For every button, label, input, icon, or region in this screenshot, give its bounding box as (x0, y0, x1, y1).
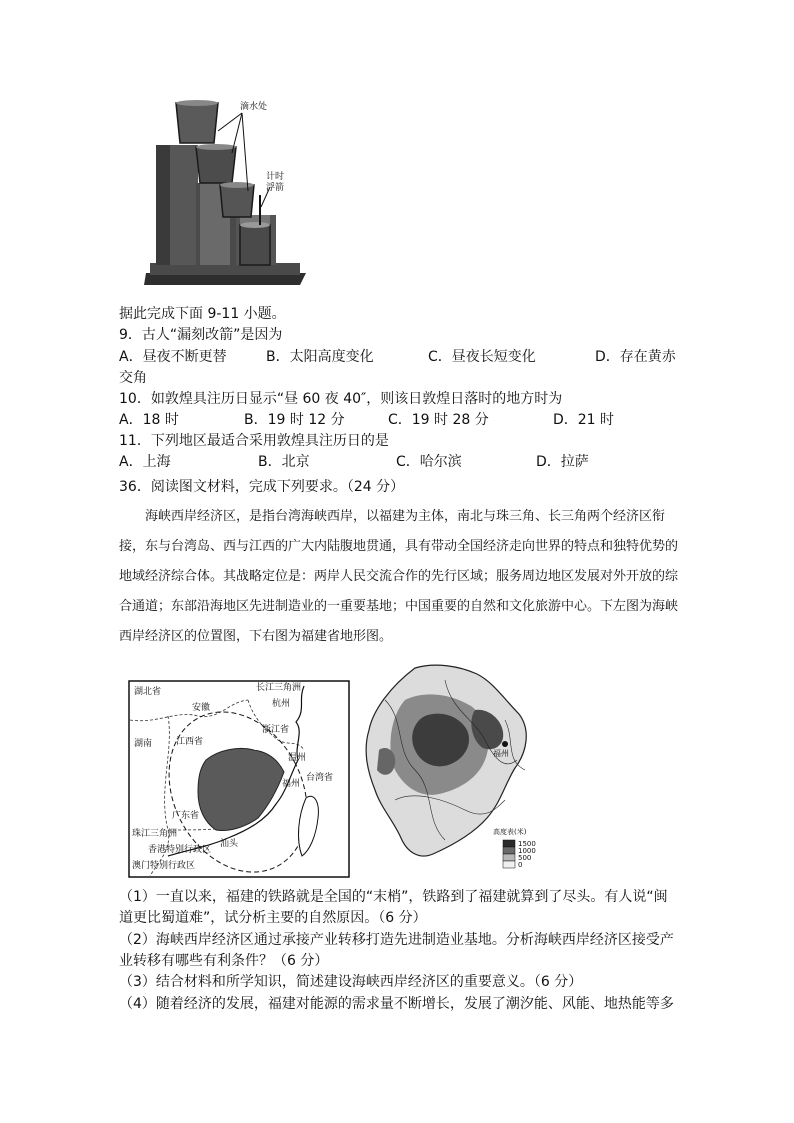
label-yangtze-delta: 长江三角洲 (256, 683, 302, 693)
label-guangdong: 广东省 (172, 811, 200, 821)
clepsydra-figure (140, 95, 320, 295)
q10-option-d: D．21 时 (553, 412, 615, 428)
label-hk: 香港特别行政区 (148, 845, 212, 855)
label-hangzhou: 杭州 (272, 699, 291, 709)
legend-swatch-0 (503, 861, 515, 868)
label-fuzhou-right: 福州 (493, 749, 509, 758)
legend-value-0: 0 (518, 861, 523, 869)
q11-option-b: B．北京 (258, 454, 310, 470)
q10-stem: 10．如敦煌具注历日显示“昼 60 夜 40″，则该日敦煌日落时的地方时为 (119, 391, 563, 407)
label-prd: 珠江三角洲 (132, 829, 178, 839)
q36-sub3: （3）结合材料和所学知识，简述建设海峡西岸经济区的重要意义。（6 分） (119, 974, 583, 990)
q9-stem: 9．古人“漏刻改箭”是因为 (119, 327, 283, 343)
q36-sub2: （2）海峡西岸经济区通过承接产业转移打造先进制造业基地。分析海峡西岸经济区接受产业转移有哪些有利条件？（6 分） (119, 932, 674, 969)
terrain-map (355, 660, 545, 882)
q36-sub1: （1）一直以来，福建的铁路就是全国的“末梢”，铁路到了福建就算到了尽头。有人说“闽道更比蜀道难”，试分析主要的自然原因。（6 分） (119, 889, 668, 926)
location-map-drawing (128, 680, 350, 878)
label-float-2: 浮箭 (266, 183, 285, 193)
q10-option-b: B．19 时 12 分 (244, 412, 345, 428)
q10-option-a: A．18 时 (119, 412, 179, 428)
q36-material (119, 502, 679, 652)
legend-swatch-1000 (503, 847, 515, 854)
legend-title: 高度表(米) (493, 828, 527, 836)
clepsydra-drawing (140, 95, 320, 295)
label-hunan: 湖南 (134, 739, 153, 749)
legend-value-1500: 1500 (518, 840, 536, 848)
q11-option-a: A．上海 (119, 454, 171, 470)
q9-option-c: C．昼夜长短变化 (428, 349, 536, 365)
label-anhui: 安徽 (192, 703, 211, 713)
terrain-map-drawing (355, 660, 545, 882)
label-drip: 滴水处 (240, 102, 268, 112)
label-wenzhou: 温州 (288, 753, 307, 763)
label-jiangxi: 江西省 (176, 737, 204, 747)
q36-stem: 36．阅读图文材料，完成下列要求。（24 分） (119, 479, 405, 495)
q11-option-c: C．哈尔滨 (396, 454, 462, 470)
location-map (128, 680, 350, 878)
label-hubei: 湖北省 (134, 687, 162, 697)
label-shantou: 汕头 (220, 839, 239, 849)
label-taiwan: 台湾省 (306, 773, 334, 783)
q11-option-d: D．拉萨 (536, 454, 589, 470)
q9-option-d: D．存在黄赤 (595, 349, 676, 365)
q11-stem: 11．下列地区最适合采用敦煌具注历日的是 (119, 433, 389, 449)
intro-text: 据此完成下面 9-11 小题。 (119, 306, 286, 322)
q9-option-d-cont: 交角 (119, 370, 147, 386)
label-fuzhou-left: 福州 (282, 779, 301, 789)
label-macau: 澳门特别行政区 (132, 861, 196, 871)
legend-swatch-500 (503, 854, 515, 861)
q9-option-b: B．太阳高度变化 (266, 349, 374, 365)
q36-material-text: 海峡西岸经济区，是指台湾海峡西岸，以福建为主体，南北与珠三角、长三角两个经济区衔接，东与台湾岛、西与江西的广大内陆腹地贯通，具有带动全国经济走向世界的特点和独特优势的地域经济综合体。其战略定位是：两岸人民交流合作的先行区域；服务周边地区发展对外开放的综合通道；东部沿海地区先进制造业的一重要基地；中国重要的自然和文化旅游中心。下左图为海峡西岸经济区的位置图，下右图为福建省地形图。 (119, 509, 679, 644)
q10-option-c: C．19 时 28 分 (388, 412, 489, 428)
label-float-1: 计时 (266, 172, 285, 182)
legend-value-500: 500 (518, 854, 532, 862)
q36-sub4: （4）随着经济的发展，福建对能源的需求量不断增长，发展了潮汐能、风能、地热能等多 (119, 996, 674, 1012)
q9-option-a: A．昼夜不断更替 (119, 349, 227, 365)
legend-value-1000: 1000 (518, 847, 536, 855)
legend-swatch-1500 (503, 840, 515, 847)
label-zhejiang: 浙江省 (262, 725, 290, 735)
